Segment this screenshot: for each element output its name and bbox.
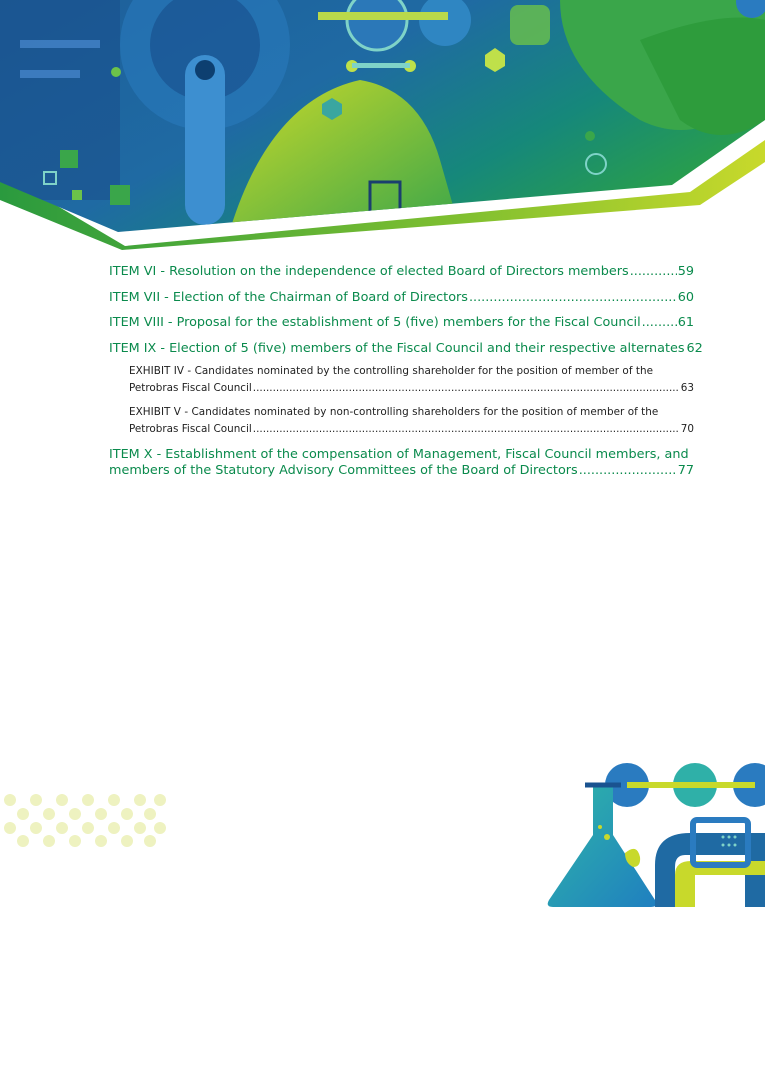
toc-entry-title-line1: EXHIBIT V - Candidates nominated by non-controlling shareholders for the position of member of the — [129, 405, 659, 418]
toc-entry-title: ITEM VII - Election of the Chairman of Board of Directors — [109, 289, 468, 305]
table-of-contents — [109, 264, 703, 479]
dot-leader — [579, 463, 677, 479]
toc-entry-title-line2: members of the Statutory Advisory Committees of the Board of Directors — [109, 462, 578, 478]
toc-page-number: 62 — [686, 340, 703, 356]
toc-entry-item-vi[interactable] — [109, 264, 694, 280]
dot-leader — [642, 315, 677, 331]
toc-entry-title-line1: EXHIBIT IV - Candidates nominated by the controlling shareholder for the position of member of the — [129, 364, 654, 377]
header-banner-illustration — [0, 0, 765, 250]
toc-entry-item-vii[interactable] — [109, 290, 694, 306]
toc-entry-title: ITEM VIII - Proposal for the establishment of 5 (five) members for the Fiscal Council — [109, 315, 641, 330]
toc-page-number: 63 — [680, 381, 694, 394]
toc-page-number: 61 — [677, 315, 694, 330]
toc-entry-title-line2: Petrobras Fiscal Council — [129, 381, 252, 394]
toc-page-number: 77 — [677, 462, 694, 478]
toc-entry-item-x[interactable] — [109, 447, 694, 479]
toc-entry-title: ITEM IX - Election of 5 (five) members of the Fiscal Council and their respective alternates — [109, 340, 685, 356]
toc-entry-exhibit-iv[interactable] — [109, 363, 694, 397]
dot-leader — [253, 380, 680, 397]
dot-leader — [630, 264, 677, 280]
toc-page-number: 70 — [680, 422, 694, 435]
toc-page-number: 59 — [677, 264, 694, 279]
dot-pattern-decoration — [0, 790, 170, 850]
toc-entry-title: ITEM VI - Resolution on the independence of elected Board of Directors members — [109, 264, 629, 279]
dot-leader — [253, 421, 680, 438]
toc-entry-title-line1: ITEM X - Establishment of the compensation of Management, Fiscal Council members, and — [109, 446, 689, 462]
toc-entry-title-line2: Petrobras Fiscal Council — [129, 422, 252, 435]
toc-entry-exhibit-v[interactable] — [109, 404, 694, 438]
toc-entry-item-viii[interactable] — [109, 315, 694, 331]
dot-leader — [469, 290, 677, 306]
toc-entry-item-ix[interactable] — [109, 340, 703, 357]
toc-page-number: 60 — [677, 289, 694, 305]
lab-flask-illustration — [545, 755, 765, 915]
